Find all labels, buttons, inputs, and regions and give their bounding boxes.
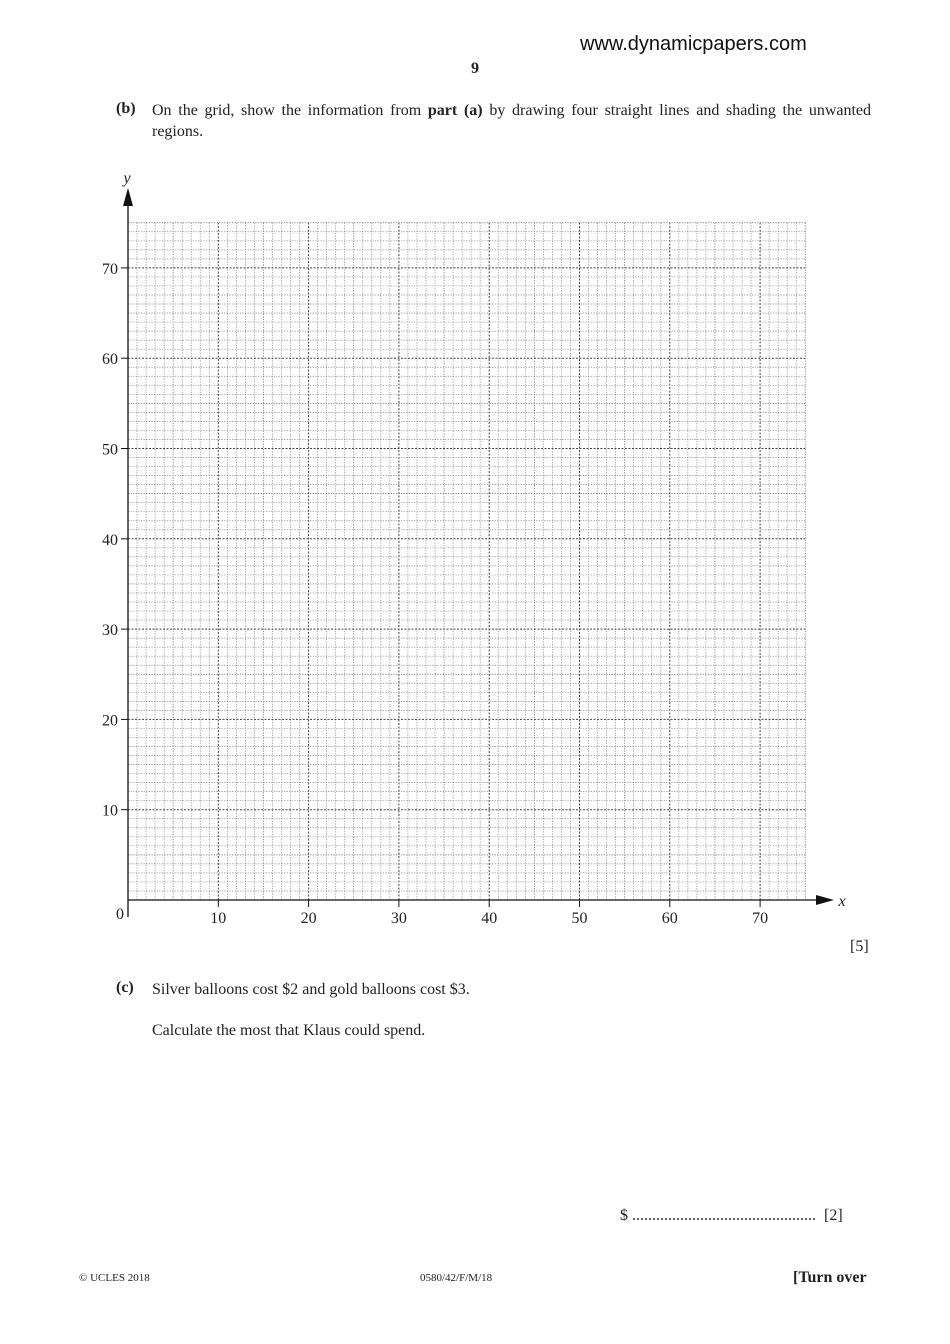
x-axis-label: x [838,893,846,910]
origin-label: 0 [116,906,124,923]
x-tick-label: 60 [661,910,678,927]
y-tick-label: 20 [102,712,118,730]
axis-labels [102,170,846,927]
x-tick-label: 40 [481,910,498,927]
website-url: www.dynamicpapers.com [580,33,807,55]
footer-copyright: © UCLES 2018 [79,1272,150,1284]
y-axis-arrowhead [123,188,133,206]
x-tick-label: 70 [752,910,769,927]
page-number: 9 [471,60,479,77]
part-b-marks: [5] [850,938,869,955]
y-tick-label: 40 [102,531,118,549]
y-tick-label: 70 [102,260,118,278]
y-tick-label: 30 [102,622,118,640]
y-tick-label: 10 [102,802,118,820]
part-c-text-line2: Calculate the most that Klaus could spend. [152,1022,426,1039]
part-b-text-start: On the grid, show the information from [152,102,428,119]
y-tick-label: 50 [102,441,118,459]
answer-line[interactable] [620,1207,843,1225]
x-axis-arrowhead [816,895,834,905]
grid-lines [128,223,805,900]
y-tick-label: 60 [102,351,118,369]
x-tick-label: 30 [390,910,407,927]
answer-field[interactable]: $ .............................................. [620,1207,816,1224]
footer-paper-code: 0580/42/F/M/18 [420,1272,493,1284]
part-c-label: (c) [116,979,134,996]
part-b-label: (b) [116,100,136,117]
part-c-marks: [2] [824,1207,843,1224]
y-axis-label: y [123,170,131,187]
part-b-bold-reference: part (a) [427,102,483,119]
axes [121,188,834,917]
x-tick-label: 10 [210,910,227,927]
part-c-text-line1: Silver balloons cost $2 and gold balloons cost $3. [152,981,470,998]
turn-over-label: [Turn over [793,1269,867,1286]
x-tick-label: 50 [571,910,588,927]
part-b-text-end: by drawing four straight lines and shading the unwanted regions. [152,102,872,140]
x-tick-label: 20 [300,910,317,927]
